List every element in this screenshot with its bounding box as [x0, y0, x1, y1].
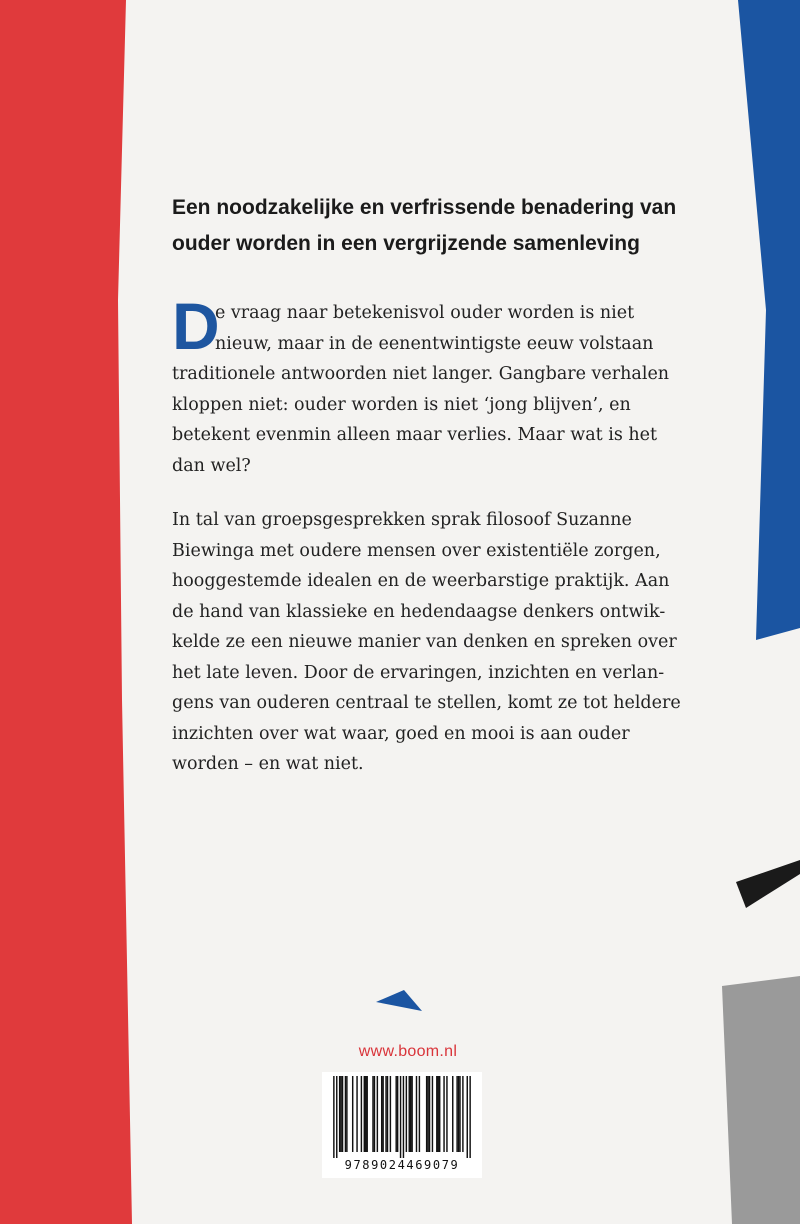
barcode-bar [397, 1076, 398, 1152]
body-line: worden – en wat niet. [172, 754, 364, 774]
barcode-bar [439, 1076, 440, 1152]
barcode-bar [436, 1076, 437, 1152]
barcode-bar [372, 1076, 373, 1152]
barcode-bar [366, 1076, 367, 1152]
barcode-bar [395, 1076, 396, 1152]
body-line: het late leven. Door de ervaringen, inzichten en verlan- [172, 662, 665, 683]
barcode-bar [333, 1076, 334, 1158]
gray-corner-shape [722, 976, 800, 1224]
headline-line: ouder worden in een vergrijzende samenleving [172, 232, 640, 255]
barcode-bar [427, 1076, 428, 1152]
barcode-bar [365, 1076, 366, 1152]
body-line: gens van ouderen centraal te stellen, komt ze tot heldere [172, 693, 681, 713]
body-line: Biewinga met oudere mensen over existentiële zorgen, [172, 540, 661, 561]
barcode-bar [416, 1076, 417, 1152]
barcode-bar [390, 1076, 391, 1152]
barcode-bar [443, 1076, 444, 1152]
barcode-bar [469, 1076, 470, 1158]
barcode-bar [387, 1076, 388, 1152]
intro-line: e vraag naar betekenisvol ouder worden is niet [215, 303, 635, 323]
barcode-bar [374, 1076, 375, 1152]
blue-triangle-mark [376, 990, 422, 1011]
barcode-bar [458, 1076, 459, 1152]
barcode-bar [403, 1076, 404, 1158]
barcode-bar [352, 1076, 353, 1152]
publisher-website: www.boom.nl [358, 1043, 458, 1060]
intro-line: betekent evenmin alleen maar verlies. Maar wat is het [172, 425, 658, 445]
barcode-bar [459, 1076, 460, 1152]
barcode-bar [339, 1076, 340, 1152]
intro-line: dan wel? [172, 455, 251, 476]
barcode-bar [345, 1076, 346, 1152]
intro-line: nieuw, maar in de eenentwintigste eeuw volstaan [215, 333, 654, 354]
body-line: de hand van klassieke en hedendaagse denkers ontwik- [172, 601, 666, 622]
red-side-band [0, 0, 132, 1224]
barcode-bar [419, 1076, 420, 1152]
barcode-bar [446, 1076, 447, 1152]
barcode-bar [385, 1076, 386, 1152]
barcode-bar [381, 1076, 382, 1152]
body-line: kelde ze een nieuwe manier van denken en spreken over [172, 632, 677, 652]
barcode-bars [322, 1072, 482, 1160]
barcode-bar [411, 1076, 412, 1152]
black-wedge [736, 860, 800, 908]
barcode-bar [462, 1076, 463, 1152]
isbn-number: 9789024469079 [344, 1158, 460, 1172]
barcode-bar [400, 1076, 401, 1158]
intro-line: kloppen niet: ouder worden is niet ‘jong blijven’, en [172, 394, 631, 415]
barcode-bar [429, 1076, 430, 1152]
barcode-bar [410, 1076, 411, 1152]
barcode-bar [456, 1076, 457, 1152]
barcode-bar [377, 1076, 378, 1152]
barcode-bar [361, 1076, 362, 1152]
barcode-bar [364, 1076, 365, 1152]
barcode-bar [346, 1076, 347, 1152]
body-line: In tal van groepsgesprekken sprak filosoof Suzanne [172, 510, 632, 530]
body-paragraph [172, 505, 712, 780]
barcode-bar [340, 1076, 341, 1152]
barcode-bar [406, 1076, 407, 1152]
barcode-bar [382, 1076, 383, 1152]
headline-line: Een noodzakelijke en verfrissende benadering van [172, 196, 677, 219]
barcode-bar [452, 1076, 453, 1152]
barcode-bar [336, 1076, 337, 1158]
barcode-bar [432, 1076, 433, 1152]
blue-side-band [738, 0, 800, 640]
back-cover-headline [172, 190, 712, 262]
body-line: inzichten over wat waar, goed en mooi is aan ouder [172, 723, 630, 744]
barcode-bar [409, 1076, 410, 1152]
body-line: hooggestemde idealen en de weerbarstige praktijk. Aan [172, 571, 670, 591]
barcode-bar [426, 1076, 427, 1152]
barcode-bar [356, 1076, 357, 1152]
intro-paragraph [172, 289, 712, 481]
intro-line: traditionele antwoorden niet langer. Gangbare verhalen [172, 364, 670, 384]
drop-cap-letter: D [172, 289, 220, 363]
isbn-barcode [322, 1072, 482, 1178]
barcode-bar [342, 1076, 343, 1152]
barcode-bar [438, 1076, 439, 1152]
barcode-bar [467, 1076, 468, 1158]
